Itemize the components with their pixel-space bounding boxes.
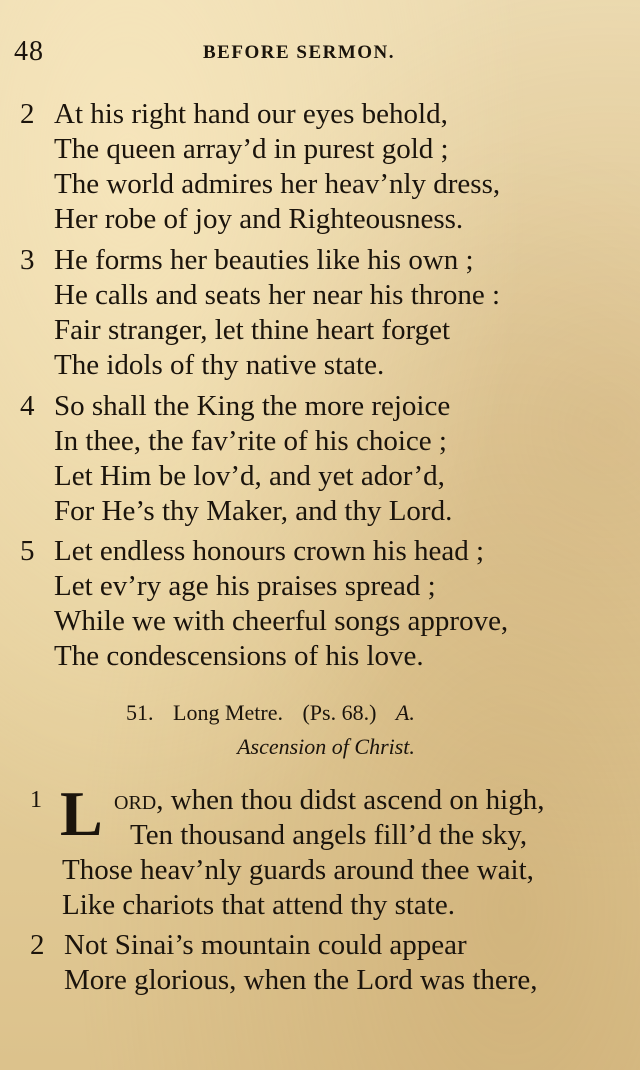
verse-line: While we with cheerful songs approve, xyxy=(54,605,509,637)
verse-line: Let endless honours crown his head ; xyxy=(54,535,485,567)
hymn-subject: Ascension of Christ. xyxy=(237,734,415,759)
verse-line: So shall the King the more rejoice xyxy=(54,390,451,422)
verse-line: For He’s thy Maker, and thy Lord. xyxy=(54,495,453,527)
verse-line: The queen array’d in purest gold ; xyxy=(54,133,449,165)
verse-line: At his right hand our eyes behold, xyxy=(54,98,448,130)
hymn-psalm-reference: (Ps. 68.) xyxy=(302,700,377,725)
hymn-heading xyxy=(0,700,640,770)
verse-line: In thee, the fav’rite of his choice ; xyxy=(54,425,447,457)
hymn-tune-letter: A. xyxy=(395,700,415,725)
verse-line: More glorious, when the Lord was there, xyxy=(64,964,538,996)
verse-line: He calls and seats her near his throne : xyxy=(54,279,501,311)
hymn-number: 51. xyxy=(126,700,154,725)
verse-line: The condescensions of his love. xyxy=(54,640,424,672)
verse-line: Like chariots that attend thy state. xyxy=(62,889,455,921)
hymn-meta xyxy=(126,700,429,726)
verse-line: Fair stranger, let thine heart forget xyxy=(54,314,451,346)
running-head xyxy=(0,36,640,70)
stanza-number: 1 xyxy=(30,787,42,813)
verse-line: Those heav’nly guards around thee wait, xyxy=(62,854,534,886)
verse-line: Her robe of joy and Righteousness. xyxy=(54,203,464,235)
drop-cap: L xyxy=(60,778,103,849)
verse-line: Let Him be lov’d, and yet ador’d, xyxy=(54,460,445,492)
verse-line xyxy=(114,783,544,817)
section-title: BEFORE SERMON. xyxy=(203,42,396,63)
stanza-number: 5 xyxy=(20,535,35,567)
stanza-number: 2 xyxy=(30,929,45,961)
hymn-metre: Long Metre. xyxy=(173,700,283,725)
verse-line: The world admires her heav’nly dress, xyxy=(54,168,501,200)
verse-line: Not Sinai’s mountain could appear xyxy=(64,929,467,961)
verse-line: Let ev’ry age his praises spread ; xyxy=(54,570,436,602)
stanza-number: 4 xyxy=(20,390,35,422)
verse-line: He forms her beauties like his own ; xyxy=(54,244,474,276)
stanza-number: 2 xyxy=(20,98,35,130)
verse-line: The idols of thy native state. xyxy=(54,349,385,381)
verse-line: Ten thousand angels fill’d the sky, xyxy=(130,819,528,851)
line-rest: , when thou didst ascend on high, xyxy=(156,784,545,816)
stanza-number: 3 xyxy=(20,244,35,276)
first-word-rest: ord xyxy=(114,784,157,816)
page-number: 48 xyxy=(14,36,44,67)
